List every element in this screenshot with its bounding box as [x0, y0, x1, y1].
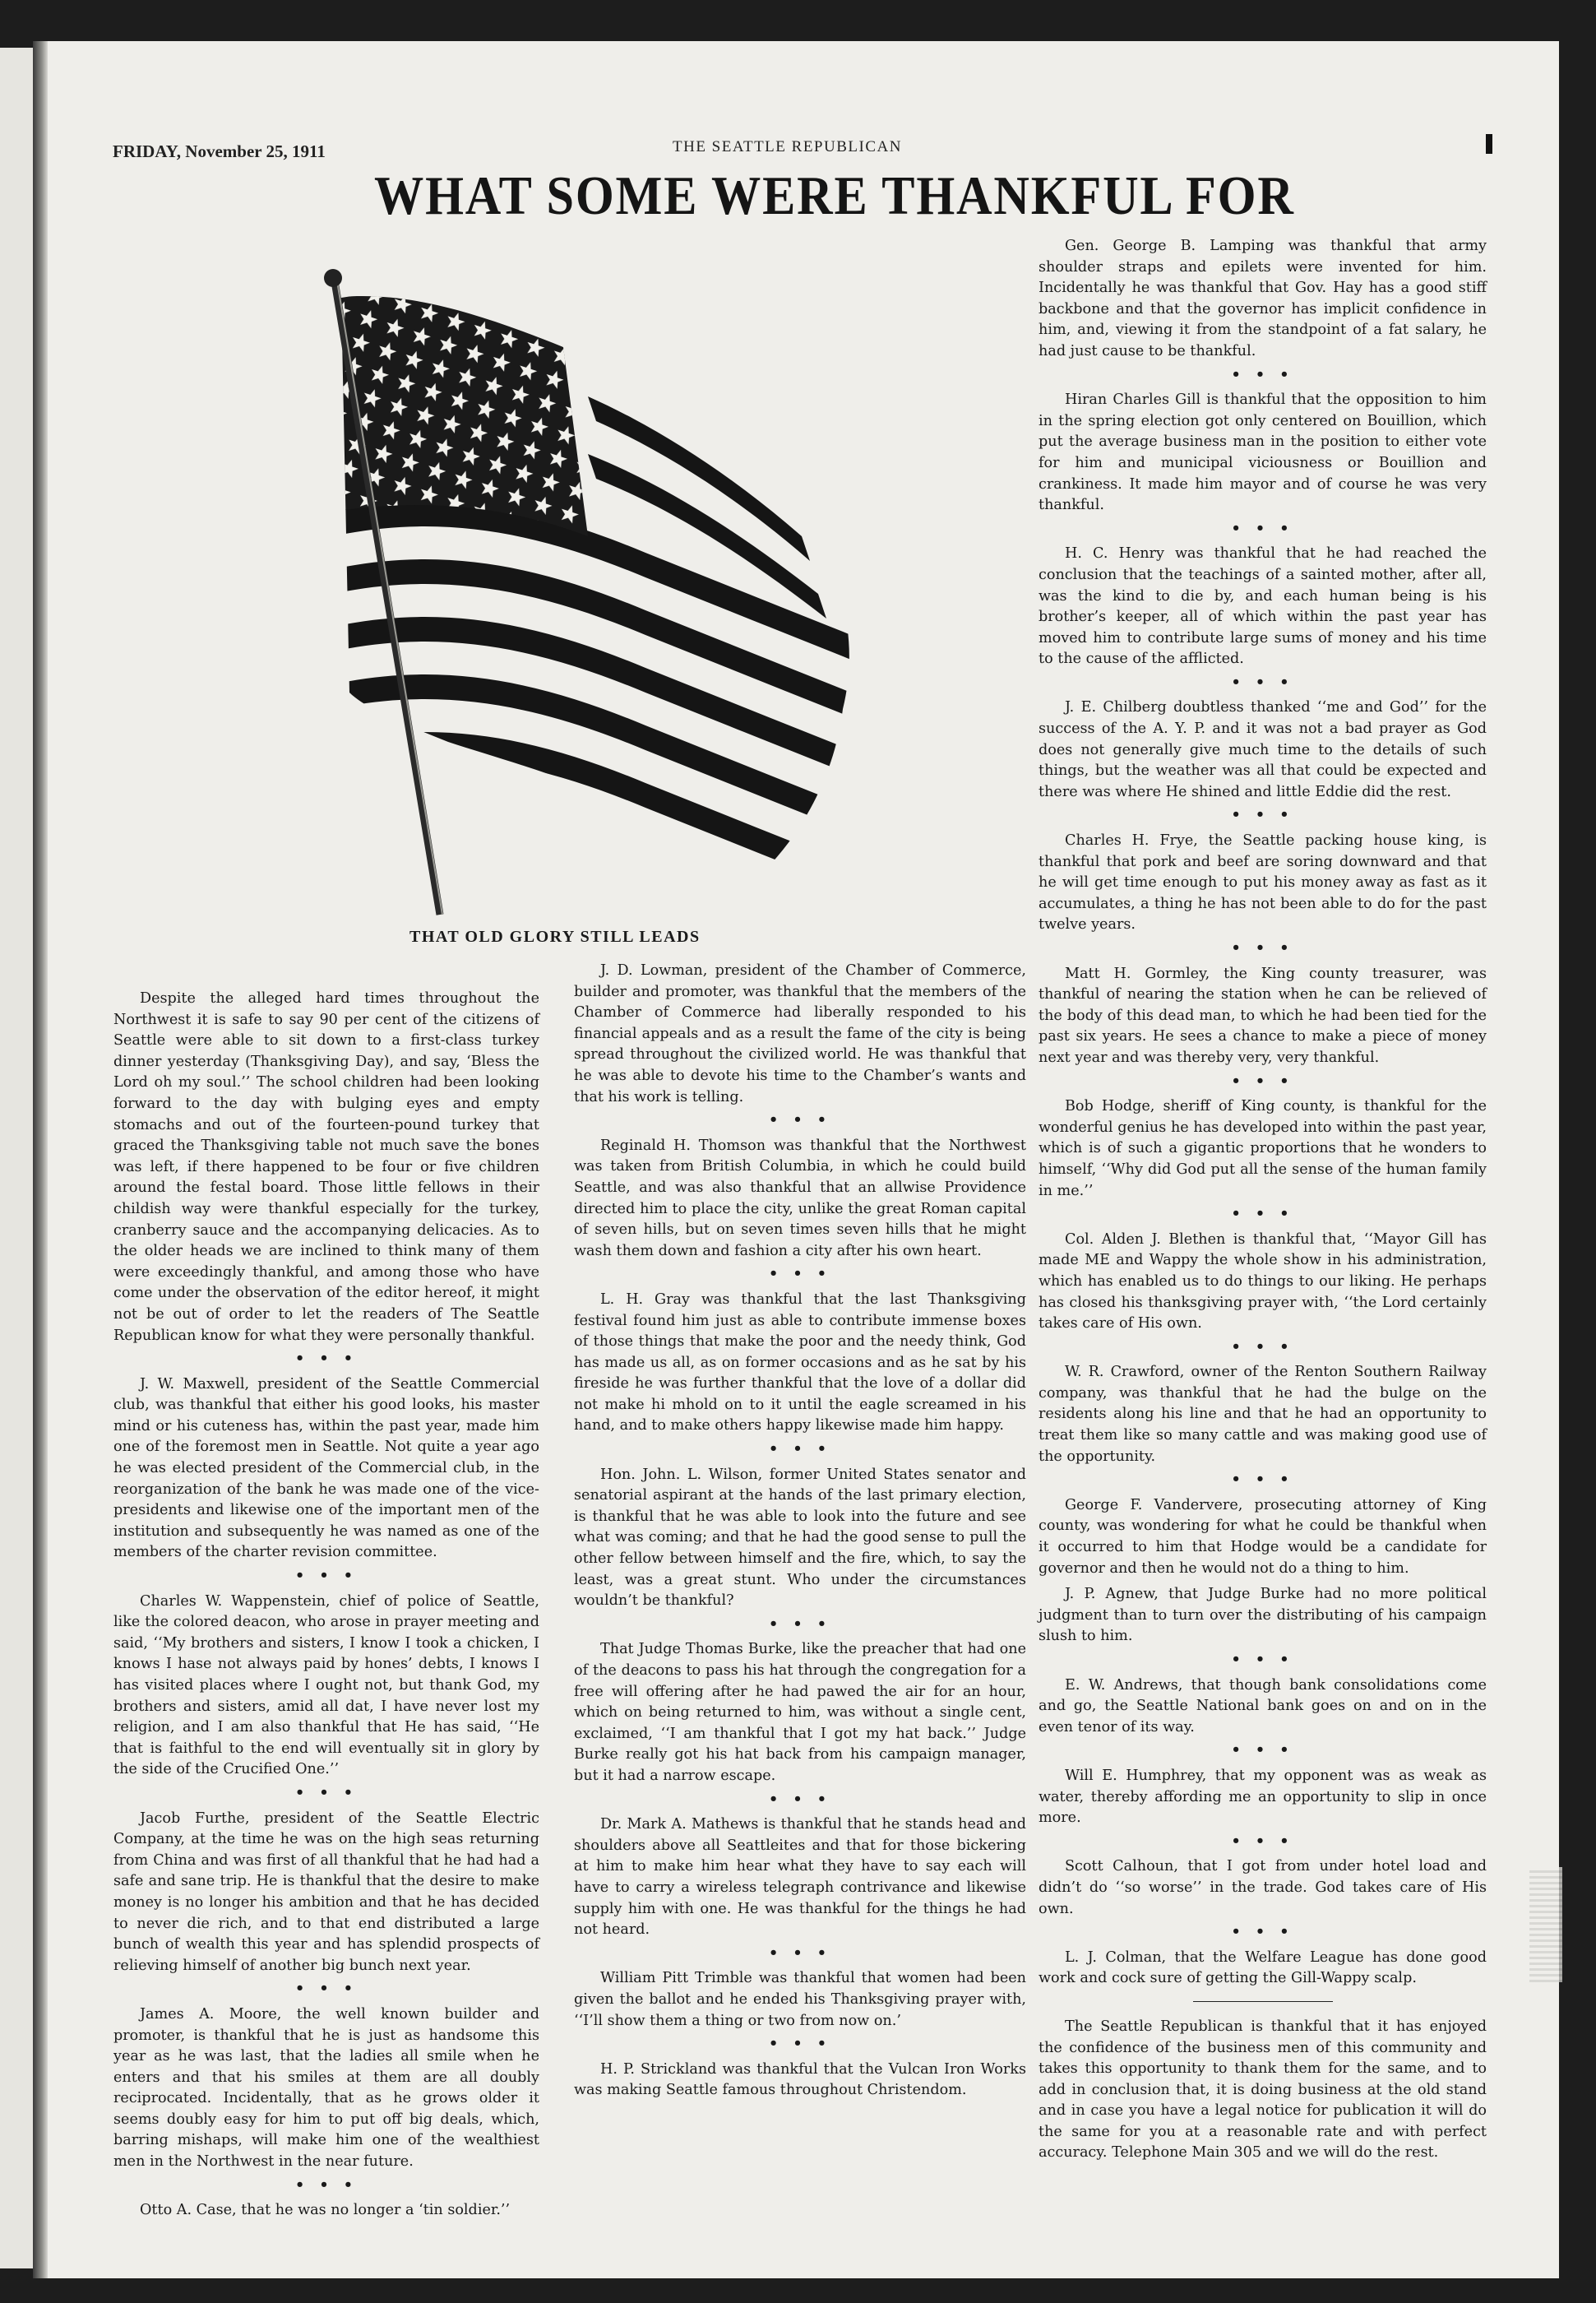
article-paragraph: E. W. Andrews, that though bank consolidations come and go, the Seattle National bank goes on and on in the even tenor of its way. [1039, 1676, 1487, 1735]
article-paragraph: J. D. Lowman, president of the Chamber of Commerce, builder and promoter, was thankful that the members of the Chamber of Commerce had liberally responded to his financial appeals and as a result the fame of the city is being spread throughout the civilized world. He was thankful that he was able to devote his time to the Chamber’s wants and that his work is telling. [574, 962, 1026, 1105]
article-paragraph: Scott Calhoun, that I got from under hotel load and didn’t do ‘‘so worse’’ in the trade. God takes care of His own. [1039, 1858, 1487, 1917]
paragraph-separator: • • • [295, 1350, 358, 1368]
article-paragraph: William Pitt Trimble was thankful that women had been given the ballot and he ended his Thanksgiving prayer with, ‘‘I’ll show them a thing or two from now on.’ [574, 1970, 1026, 2029]
article-paragraph: Charles H. Frye, the Seattle packing house king, is thankful that pork and beef are soring downward and that he will get time enough to put his money away as fast as it accumulates, a thing he has not been able to do for the past twelve years. [1039, 832, 1487, 934]
american-flag-icon [317, 265, 900, 923]
paragraph-separator: • • • [769, 1440, 831, 1458]
paragraph-separator: • • • [1231, 806, 1294, 824]
page-mark [1486, 134, 1492, 154]
article-paragraph: H. C. Henry was thankful that he had reached the conclusion that the teachings of a sainted mother, after all, was the kind to die by, and each human being is his brother’s keeper, all of which within the past year has moved him to contribute large sums of money and his time to the cause of the afflicted. [1039, 545, 1487, 668]
section-divider [1193, 2001, 1333, 2002]
paragraph-separator: • • • [769, 1944, 831, 1962]
article-paragraph: H. P. Strickland was thankful that the Vulcan Iron Works was making Seattle famous throughout Christendom. [574, 2060, 1026, 2099]
paragraph-separator: • • • [769, 2035, 831, 2053]
paragraph-separator: • • • [1231, 1741, 1294, 1759]
article-paragraph: W. R. Crawford, owner of the Renton Southern Railway company, was thankful that he had the bulge on the residents along his line and that he had an opportunity to treat them like so many cattle and was making good use of the opportunity. [1039, 1364, 1487, 1465]
article-paragraph: Will E. Humphrey, that my opponent was as weak as water, thereby affording me an opportunity to slip in once more. [1039, 1767, 1487, 1827]
headline: WHAT SOME WERE THANKFUL FOR [374, 165, 1295, 226]
paragraph-separator: • • • [1231, 939, 1294, 957]
article-paragraph: J. P. Agnew, that Judge Burke had no more political judgment than to turn over the distributing of his campaign slush to him. [1039, 1586, 1487, 1645]
article-paragraph: James A. Moore, the well known builder and promoter, is thankful that he is just as handsome this year as he was last, that the ladies all smile when he enters and that his smiles at them are all doubly reciprocated. Incidentally, that as he grows older it seems doubly easy for him to put off big deals, which, barring mishaps, will make him one of the wealthiest men in the Northwest in the near future. [113, 2005, 539, 2171]
article-paragraph: L. H. Gray was thankful that the last Thanksgiving festival found him just as able to contribute immense boxes of those things that make the poor and the needy think, God has made us all, as on former occasions and as he sat by his fireside he was further thankful that the love of a dollar did not make hi mhold on to it until the eagle screamed in his hand, and to make others happy likewise made him happy. [574, 1291, 1026, 1434]
article-paragraph: Col. Alden J. Blethen is thankful that, ‘‘Mayor Gill has made ME and Wappy the whole show in his administration, which has enabled us to do things to our liking. He perhaps has closed his thanksgiving prayer with, ‘‘the Lord certainly takes care of His own. [1039, 1230, 1487, 1332]
paragraph-separator: • • • [769, 1615, 831, 1633]
article-paragraph: Gen. George B. Lamping was thankful that army shoulder straps and epilets were invented for him. Incidentally he was thankful that Gov. Hay has a good stiff backbone and that the governor has implicit confidence in him, and, viewing it from the standpoint of a fat salary, he had just cause to be thankful. [1039, 238, 1487, 359]
article-paragraph: George F. Vandervere, prosecuting attorney of King county, was wondering for what he could be thankful when it occurred to him that Hodge would be a candidate for governor and then he would not do a thing to him. [1039, 1496, 1487, 1577]
article-paragraph: Hiran Charles Gill is thankful that the opposition to him in the spring election got only centered on Bouillion, which put the average business man in the position to either vote for him and municipal viciousness or Bouillion and crankiness. It made him mayor and of course he was very thankful. [1039, 392, 1487, 514]
paragraph-separator: • • • [769, 1790, 831, 1808]
paragraph-separator: • • • [1231, 1651, 1294, 1668]
paragraph-separator: • • • [295, 1980, 358, 1998]
article-paragraph: Jacob Furthe, president of the Seattle Electric Company, at the time he was on the high seas returning from China and was first of all thankful that he had had a safe and sane trip. He is thankful that the desire to make money is no longer his ambition and that he has decided to never die rich, and to that end distributed a large bunch of wealth this year and has splendid prospects of relieving himself of another big bunch next year. [113, 1810, 539, 1974]
article-paragraph: Matt H. Gormley, the King county treasurer, was thankful of nearing the station when he can be relieved of the body of this dead man, to which he had been tied for the past six years. He sees a chance to make a piece of money next year and was thereby very, very thankful. [1039, 965, 1487, 1066]
article-paragraph: L. J. Colman, that the Welfare League has done good work and cock sure of getting the Gill-Wappy scalp. [1039, 1949, 1487, 1987]
paragraph-separator: • • • [295, 1567, 358, 1585]
page-edge-wear [1529, 1867, 1562, 1982]
paragraph-separator: • • • [769, 1265, 831, 1283]
closing-notice: The Seattle Republican is thankful that it has enjoyed the confidence of the business men of this community and takes this opportunity to thank them for the same, and to add in conclusion that, it is doing business at the old stand and in case you have a legal notice for publication it will do the same for you at a reasonable rate and with perfect accuracy. Telephone Main 305 and we will do the rest. [1039, 2018, 1487, 2162]
paragraph-separator: • • • [1231, 519, 1294, 537]
paragraph-separator: • • • [1231, 1923, 1294, 1941]
article-paragraph: J. W. Maxwell, president of the Seattle Commercial club, was thankful that either his good looks, his master mind or his cuteness has, within the past year, made him one of the foremost men in Seattle. Not quite a year ago he was elected president of the Commercial club, in the reorganization of the bank he was made one of the vice-presidents and likewise one of the important men of the institution and subsequently he was named as one of the members of the charter revision committee. [113, 1375, 539, 1561]
article-column-3 [1039, 236, 1487, 2169]
paragraph-separator: • • • [1231, 1337, 1294, 1355]
article-paragraph: Charles W. Wappenstein, chief of police of Seattle, like the colored deacon, who arose in prayer meeting and said, ‘‘My brothers and sisters, I know I took a chicken, I knows I hase not always paid by hones’ debts, I knows I has visited places where I ought not, but thank God, my brothers and sisters, amid all dat, I have never lost my religion, and I am also thankful that He has said, ‘‘He that is faithful to the end will eventually sit in glory by the side of the Crucified One.’’ [113, 1592, 539, 1778]
facing-page-edge [0, 48, 33, 2268]
article-paragraph: Reginald H. Thomson was thankful that the Northwest was taken from British Columbia, in which he could build Seattle, and was also thankful that an allwise Providence directed him to place the city, unlike the great Roman capital of seven hills, but on seven times seven hills that he might wash them down and fashion a city after his own heart. [574, 1137, 1026, 1259]
article-column-1 [113, 989, 539, 2227]
article-paragraph: J. E. Chilberg doubtless thanked ‘‘me and God’’ for the success of the A. Y. P. and it was not a bad prayer as God does not generally give much time to the details of such things, but the weather was all that could be expected and there was where He shined and little Eddie did the rest. [1039, 699, 1487, 800]
article-paragraph: That Judge Thomas Burke, like the preacher that had one of the deacons to pass his hat through the congregation for a free will offering after he had pawed the air for an hour, which on being returned to him, was without a single cent, exclaimed, ‘‘I am thankful that I got my hat back.’’ Judge Burke really got his hat back from his campaign manager, but it had a narrow escape. [574, 1641, 1026, 1784]
article-paragraph: Hon. John. L. Wilson, former United States senator and senatorial aspirant at the hands of the last primary election, is thankful that he was able to look into the future and see what was coming; and that he had the good sense to pull the other fellow between himself and the fire, which, to say the least, was a great stunt. Who under the circumstances wouldn’t be thankful? [574, 1466, 1026, 1610]
paragraph-separator: • • • [769, 1111, 831, 1129]
paragraph-separator: • • • [1231, 365, 1294, 383]
article-paragraph: Bob Hodge, sheriff of King county, is thankful for the wonderful genius he has developed into within the past year, which is of such a gigantic proportions that he wonders to himself, ‘‘Why did God put all the sense of the human family in me.’’ [1039, 1098, 1487, 1199]
paragraph-separator: • • • [1231, 1072, 1294, 1090]
article-paragraph: Otto A. Case, that he was no longer a ‘tin soldier.’’ [140, 2202, 511, 2219]
dateline: FRIDAY, November 25, 1911 [113, 141, 326, 161]
article-column-2 [574, 961, 1026, 2106]
paragraph-separator: • • • [1231, 1471, 1294, 1489]
paragraph-separator: • • • [1231, 1205, 1294, 1223]
article-paragraph: Despite the alleged hard times throughout the Northwest it is safe to say 90 per cent of the citizens of Seattle were able to sit down to a first-class turkey dinner yesterday (Thanksgiving Day), and say, ‘Bless the Lord oh my soul.’’ The school children had been looking forward to the day with bulging eyes and empty stomachs and out of the fourteen-pound turkey that graced the Thanksgiving table not much save the bones was left, if there happened to be four or five children around the festal board. Those little fellows in their childish way were thankful especially for the turkey, cranberry sauce and the accompanying delicacies. As to the older heads we are inclined to think many of them were exceedingly thankful, and among those who have come under the observation of the editor hereof, it might not be out of order to let the readers of The Seattle Republican know for what they were personally thankful. [113, 990, 539, 1344]
paragraph-separator: • • • [1231, 1832, 1294, 1850]
binding-gutter [33, 41, 48, 2278]
flag-caption: THAT OLD GLORY STILL LEADS [409, 928, 701, 946]
paragraph-separator: • • • [295, 2176, 358, 2194]
paragraph-separator: • • • [295, 1783, 358, 1801]
newspaper-name: THE SEATTLE REPUBLICAN [673, 138, 902, 155]
article-paragraph: Dr. Mark A. Mathews is thankful that he stands head and shoulders above all Seattleites and that for those bickering at him to make him hear what they have to say each will have to carry a wireless telegraph contrivance and likewise supply him with one. He was thankful for the things he had not heard. [574, 1816, 1026, 1939]
paragraph-separator: • • • [1231, 673, 1294, 691]
